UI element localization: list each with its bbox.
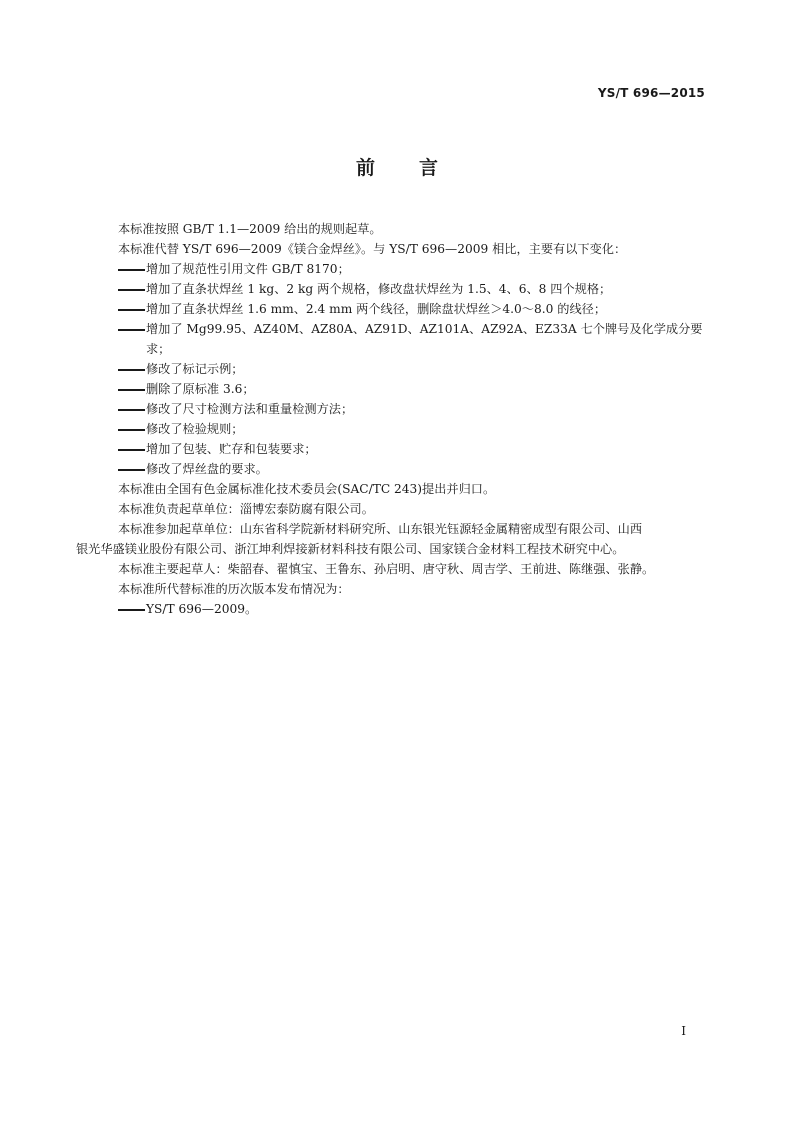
list-item <box>118 279 708 299</box>
list-item <box>118 399 708 419</box>
list-item-text: 增加了直条状焊丝 1.6 mm、2.4 mm 两个线径，删除盘状焊丝＞4.0～8.0 的线径； <box>146 302 607 316</box>
list-item-text: 增加了包装、贮存和包装要求； <box>146 442 317 456</box>
paragraph-lead-drafter: 本标准负责起草单位：淄博宏泰防腐有限公司。 <box>118 502 374 516</box>
history-item-text: YS/T 696—2009。 <box>146 602 258 616</box>
list-item-text: 增加了 Mg99.95、AZ40M、AZ80A、AZ91D、AZ101A、AZ92A、EZ33A 七个牌号及化学成分要求； <box>146 322 703 356</box>
participants-line-2: 银光华盛镁业股份有限公司、浙江坤利焊接新材料科技有限公司、国家镁合金材料工程技术研究中心。 <box>76 542 625 556</box>
list-item-text: 增加了规范性引用文件 GB/T 8170； <box>146 262 350 276</box>
paragraph-drafting-rules: 本标准按照 GB/T 1.1—2009 给出的规则起草。 <box>118 222 382 236</box>
list-item-text: 删除了原标准 3.6； <box>146 382 255 396</box>
participants-line-1: 本标准参加起草单位：山东省科学院新材料研究所、山东银光钰源轻金属精密成型有限公司、山西 <box>118 522 643 536</box>
paragraph-history-intro: 本标准所代替标准的历次版本发布情况为： <box>118 582 350 596</box>
list-item <box>118 359 708 379</box>
list-item <box>118 259 708 279</box>
document-body <box>76 219 708 619</box>
document-code: YS/T 696—2015 <box>597 86 705 100</box>
list-item-text: 修改了尺寸检测方法和重量检测方法； <box>146 402 354 416</box>
list-item <box>118 299 708 319</box>
list-item-text: 增加了直条状焊丝 1 kg、2 kg 两个规格，修改盘状焊丝为 1.5、4、6、8 四个规格； <box>146 282 612 296</box>
list-item-text: 修改了检验规则； <box>146 422 244 436</box>
paragraph-committee: 本标准由全国有色金属标准化技术委员会(SAC/TC 243)提出并归口。 <box>118 482 496 496</box>
paragraph-replaces: 本标准代替 YS/T 696—2009《镁合金焊丝》。与 YS/T 696—2009 相比，主要有以下变化： <box>118 242 627 256</box>
list-item <box>118 459 708 479</box>
list-item <box>118 319 708 359</box>
page-title: 前言 <box>355 157 482 179</box>
paragraph-drafters: 本标准主要起草人：柴韶春、翟慎宝、王鲁东、孙启明、唐守秋、周吉学、王前进、陈继强、张静。 <box>118 562 655 576</box>
history-list-item <box>118 599 708 619</box>
list-item-text: 修改了标记示例； <box>146 362 244 376</box>
list-item <box>118 379 708 399</box>
list-item <box>118 419 708 439</box>
list-item-text: 修改了焊丝盘的要求。 <box>146 462 268 476</box>
paragraph-participants <box>76 519 708 559</box>
page-number: I <box>681 1024 686 1038</box>
list-item <box>118 439 708 459</box>
